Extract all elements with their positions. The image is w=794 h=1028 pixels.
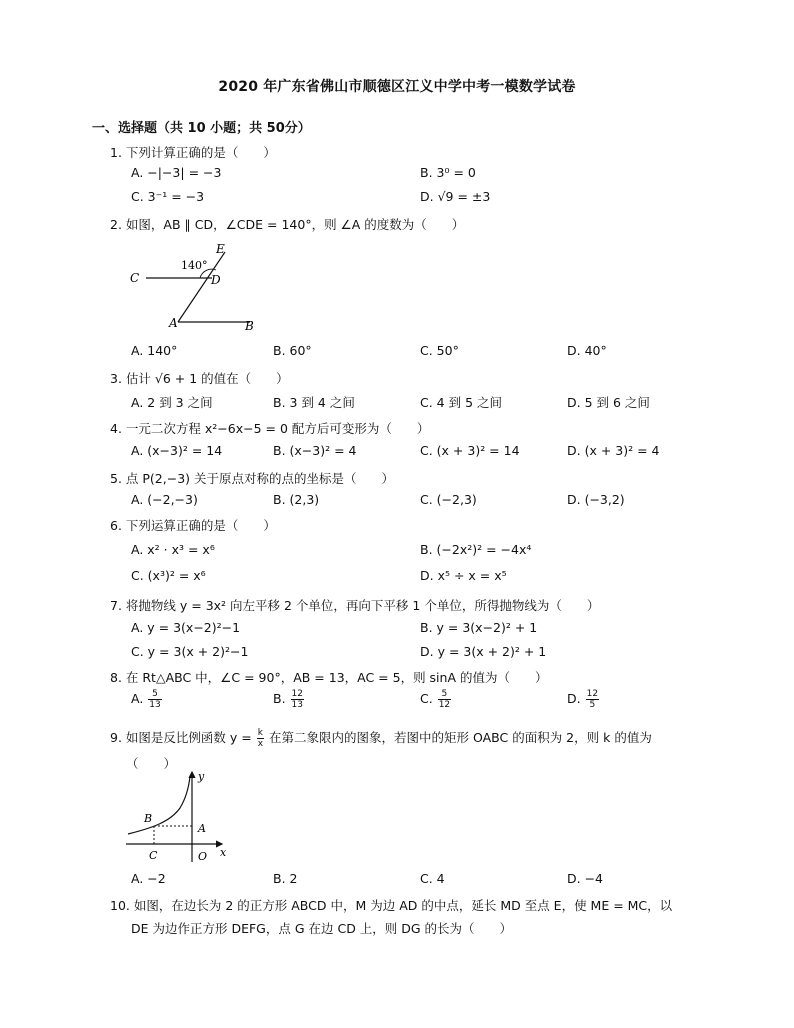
denominator: 5	[589, 700, 596, 710]
question-7-option-c: C. y = 3(x + 2)²−1	[131, 644, 249, 659]
numerator: 12	[291, 689, 303, 699]
x-axis-label: x	[220, 846, 227, 859]
question-4-option-b: B. (x−3)² = 4	[273, 443, 357, 458]
question-1-option-d: D. √9 = ±3	[420, 189, 491, 204]
question-9-option-c: C. 4	[420, 871, 445, 886]
question-6-option-b: B. (−2x²)² = −4x⁴	[420, 542, 532, 557]
stem-text: 在第二象限内的图象，若图中的矩形 OABC 的面积为 2，则 k 的值为	[265, 730, 652, 745]
question-9-option-d: D. −4	[567, 871, 603, 886]
numerator: 12	[586, 689, 599, 699]
origin-label: O	[198, 850, 208, 863]
option-label: C.	[420, 691, 433, 706]
question-8-option-d	[567, 689, 600, 710]
question-2-option-b: B. 60°	[273, 343, 312, 358]
denominator: x	[257, 739, 264, 749]
question-6-option-a: A. x² · x³ = x⁶	[131, 542, 215, 557]
numerator: 5	[148, 689, 161, 700]
question-1-stem: 1. 下列计算正确的是（ ）	[110, 145, 276, 160]
question-1-option-b: B. 3⁰ = 0	[420, 165, 476, 180]
question-4-stem: 4. 一元二次方程 x²−6x−5 = 0 配方后可变形为（ ）	[110, 421, 430, 436]
fraction	[257, 728, 264, 749]
point-c-label: C	[130, 271, 140, 285]
question-9-stem	[110, 728, 652, 749]
denominator: 13	[291, 700, 303, 710]
question-5-stem: 5. 点 P(2,−3) 关于原点对称的点的坐标是（ ）	[110, 471, 394, 486]
question-5-option-a: A. (−2,−3)	[131, 492, 198, 507]
point-e-label: E	[216, 242, 225, 256]
question-6-stem: 6. 下列运算正确的是（ ）	[110, 518, 276, 533]
angle-label: 140°	[181, 259, 208, 272]
hyperbola-curve	[128, 776, 190, 834]
option-label: A.	[131, 691, 144, 706]
question-3-stem: 3. 估计 √6 + 1 的值在（ ）	[110, 371, 289, 386]
question-6-option-d: D. x⁵ ÷ x = x⁵	[420, 568, 507, 583]
question-7-option-d: D. y = 3(x + 2)² + 1	[420, 644, 547, 659]
fraction	[291, 689, 304, 710]
question-8-stem: 8. 在 Rt△ABC 中，∠C = 90°，AB = 13，AC = 5，则 sinA 的值为（ ）	[110, 670, 548, 685]
question-7-option-a: A. y = 3(x−2)²−1	[131, 620, 241, 635]
section-heading: 一、选择题（共 10 小题；共 50分）	[92, 121, 311, 136]
fraction	[438, 689, 451, 710]
page-title: 2020 年广东省佛山市顺德区江义中学中考一模数学试卷	[218, 79, 576, 95]
fraction	[586, 689, 599, 710]
question-8-option-c	[420, 689, 452, 710]
question-8-option-b	[273, 689, 305, 710]
question-10-stem: 10. 如图，在边长为 2 的正方形 ABCD 中，M 为边 AD 的中点，延长 MD 至点 E，使 ME = MC，以	[110, 898, 673, 913]
question-5-option-b: B. (2,3)	[273, 492, 320, 507]
numerator: k	[257, 728, 263, 738]
question-2-option-d: D. 40°	[567, 343, 607, 358]
question-9-option-b: B. 2	[273, 871, 298, 886]
question-1-option-a: A. −|−3| = −3	[131, 165, 222, 180]
option-label: D.	[567, 691, 581, 706]
point-d-label: D	[211, 273, 221, 287]
point-a-label: A	[169, 316, 178, 330]
option-label: B.	[273, 691, 286, 706]
question-5-option-c: C. (−2,3)	[420, 492, 477, 507]
question-3-option-b: B. 3 到 4 之间	[273, 395, 355, 410]
question-4-option-d: D. (x + 3)² = 4	[567, 443, 660, 458]
question-2-stem: 2. 如图，AB ∥ CD，∠CDE = 140°，则 ∠A 的度数为（ ）	[110, 217, 465, 232]
question-2-option-c: C. 50°	[420, 343, 459, 358]
numerator: 5	[438, 689, 451, 700]
question-9-option-a: A. −2	[131, 871, 166, 886]
question-10-stem-cont: DE 为边作正方形 DEFG，点 G 在边 CD 上，则 DG 的长为（ ）	[131, 921, 513, 936]
question-7-option-b: B. y = 3(x−2)² + 1	[420, 620, 538, 635]
question-8-option-a	[131, 689, 163, 710]
point-b-label: B	[144, 812, 153, 825]
question-4-option-c: C. (x + 3)² = 14	[420, 443, 520, 458]
parallel-lines-figure	[128, 240, 268, 335]
question-3-option-c: C. 4 到 5 之间	[420, 395, 503, 410]
question-1-option-c: C. 3⁻¹ = −3	[131, 189, 205, 204]
question-5-option-d: D. (−3,2)	[567, 492, 625, 507]
y-axis-label: y	[198, 770, 205, 783]
stem-text: 9. 如图是反比例函数 y =	[110, 730, 256, 745]
question-4-option-a: A. (x−3)² = 14	[131, 443, 223, 458]
question-7-stem: 7. 将抛物线 y = 3x² 向左平移 2 个单位，再向下平移 1 个单位，所得抛物线为（ ）	[110, 598, 600, 613]
question-6-option-c: C. (x³)² = x⁶	[131, 568, 206, 583]
question-3-option-a: A. 2 到 3 之间	[131, 395, 213, 410]
point-b-label: B	[245, 319, 254, 333]
denominator: 13	[149, 700, 161, 710]
point-a-label: A	[198, 822, 206, 835]
question-3-option-d: D. 5 到 6 之间	[567, 395, 650, 410]
question-9-stem-cont: （ ）	[126, 756, 177, 771]
point-c-label: C	[149, 849, 158, 862]
question-2-option-a: A. 140°	[131, 343, 178, 358]
reciprocal-function-figure	[122, 768, 232, 864]
fraction	[148, 689, 161, 710]
denominator: 12	[438, 700, 451, 710]
